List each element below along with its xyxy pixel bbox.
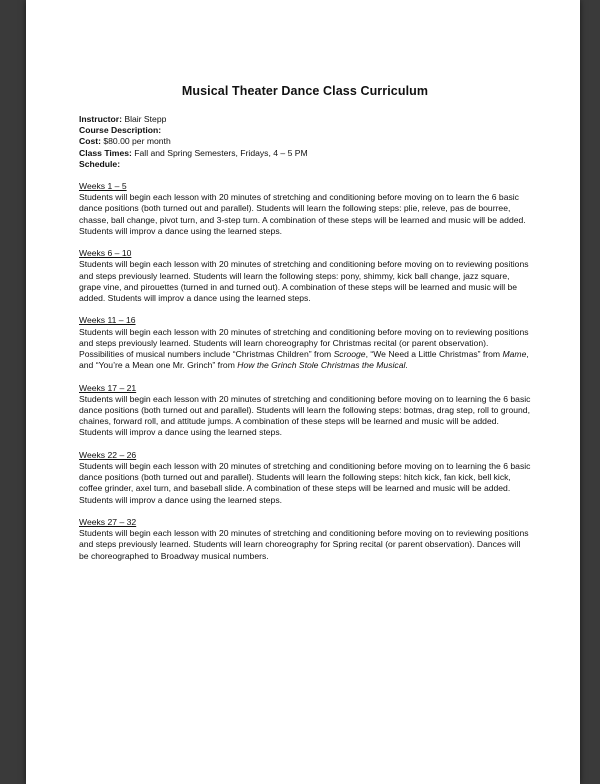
week-label: Weeks 27 – 32: [79, 517, 137, 528]
cost-label: Cost:: [79, 136, 101, 147]
week-block-2: [79, 248, 531, 304]
week-label: Weeks 17 – 21: [79, 382, 137, 393]
show-title-scrooge: Scrooge: [333, 349, 366, 360]
week-label: Weeks 11 – 16: [79, 315, 136, 326]
week-block-3: [79, 315, 531, 371]
week-description: Students will begin each lesson with 20 minutes of stretching and conditioning before moving on to learn the 6 basic dance positions (both turned out and parallel). Students will learn the following steps: plie, releve, pas de bourree, chasse, ball change, pivot turn, and 3-step turn. A combination of these steps will be learned and music will be added. Students will improv a dance using the learned steps.: [79, 192, 526, 236]
week-text-part: , “We Need a Little Christmas” from: [365, 349, 503, 360]
page-title: Musical Theater Dance Class Curriculum: [181, 84, 429, 98]
cost-value: $80.00 per month: [100, 136, 171, 147]
schedule-heading: Schedule:: [79, 158, 121, 169]
week-description: Students will begin each lesson with 20 minutes of stretching and conditioning before moving on to reviewing positions and steps previously learned. Students will learn the following steps: pony, shimmy, kick ball change, jazz square, grape vine, and pirouettes (turned in and turned out). A combination of these steps will be learned and music will be added. Students will improv a dance using the learned steps.: [79, 259, 529, 304]
week-text-part: , and “You’re a Mean one Mr. Grinch” from: [79, 349, 529, 371]
week-text-part: .: [405, 360, 408, 371]
week-block-1: [79, 181, 531, 237]
class-times-label: Class Times:: [79, 147, 132, 158]
week-text-part: Students will begin each lesson with 20 minutes of stretching and conditioning before moving on to reviewing positions and steps previously learned. Students will learn choreography for Christmas recital (or parent observation). Possibilities of musical numbers include “Christmas Children” from: [79, 326, 529, 360]
cost-row: [79, 136, 531, 147]
week-description: Students will begin each lesson with 20 minutes of stretching and conditioning before moving on to learning the 6 basic dance positions (both turned out and parallel). Students will learn the following steps: hitch kick, fan kick, bell kick, coffee grinder, axel turn, and baseball slide. A combination of these steps will be learned and music will be added. Students will improv a dance using the learned steps.: [79, 461, 531, 505]
week-description: Students will begin each lesson with 20 minutes of stretching and conditioning before moving on to learning the 6 basic dance positions (both turned out and parallel). Students will learn the following steps: botmas, drag step, roll to ground, chaines, forward roll, and attitude jumps. A combination of these steps will be learned and music will be added. Students will improv a dance using the learned steps.: [79, 393, 531, 438]
document-page: [26, 0, 580, 784]
week-block-4: [79, 383, 531, 439]
week-label: Weeks 1 – 5: [79, 181, 127, 192]
instructor-row: [79, 114, 531, 125]
show-title-mame: Mame: [502, 349, 527, 360]
instructor-label: Instructor:: [79, 114, 122, 124]
week-description: [79, 327, 531, 372]
week-label: Weeks 6 – 10: [79, 248, 132, 259]
week-label: Weeks 22 – 26: [79, 449, 137, 460]
week-description: Students will begin each lesson with 20 minutes of stretching and conditioning before moving on to reviewing positions and steps previously learned. Students will learn choreography for Spring recital (or parent observation). Dances will be choreographed to Broadway musical numbers.: [79, 528, 529, 561]
show-title-grinch: How the Grinch Stole Christmas the Musical: [237, 360, 406, 371]
course-description-row: [79, 125, 531, 136]
week-block-6: [79, 517, 531, 562]
class-times-value: Fall and Spring Semesters, Fridays, 4 – 5 PM: [131, 147, 308, 158]
week-block-5: [79, 450, 531, 506]
document-content: [79, 84, 531, 573]
class-times-row: [79, 148, 531, 159]
course-description-label: Course Description:: [79, 125, 162, 136]
instructor-value: Blair Stepp: [121, 114, 167, 124]
